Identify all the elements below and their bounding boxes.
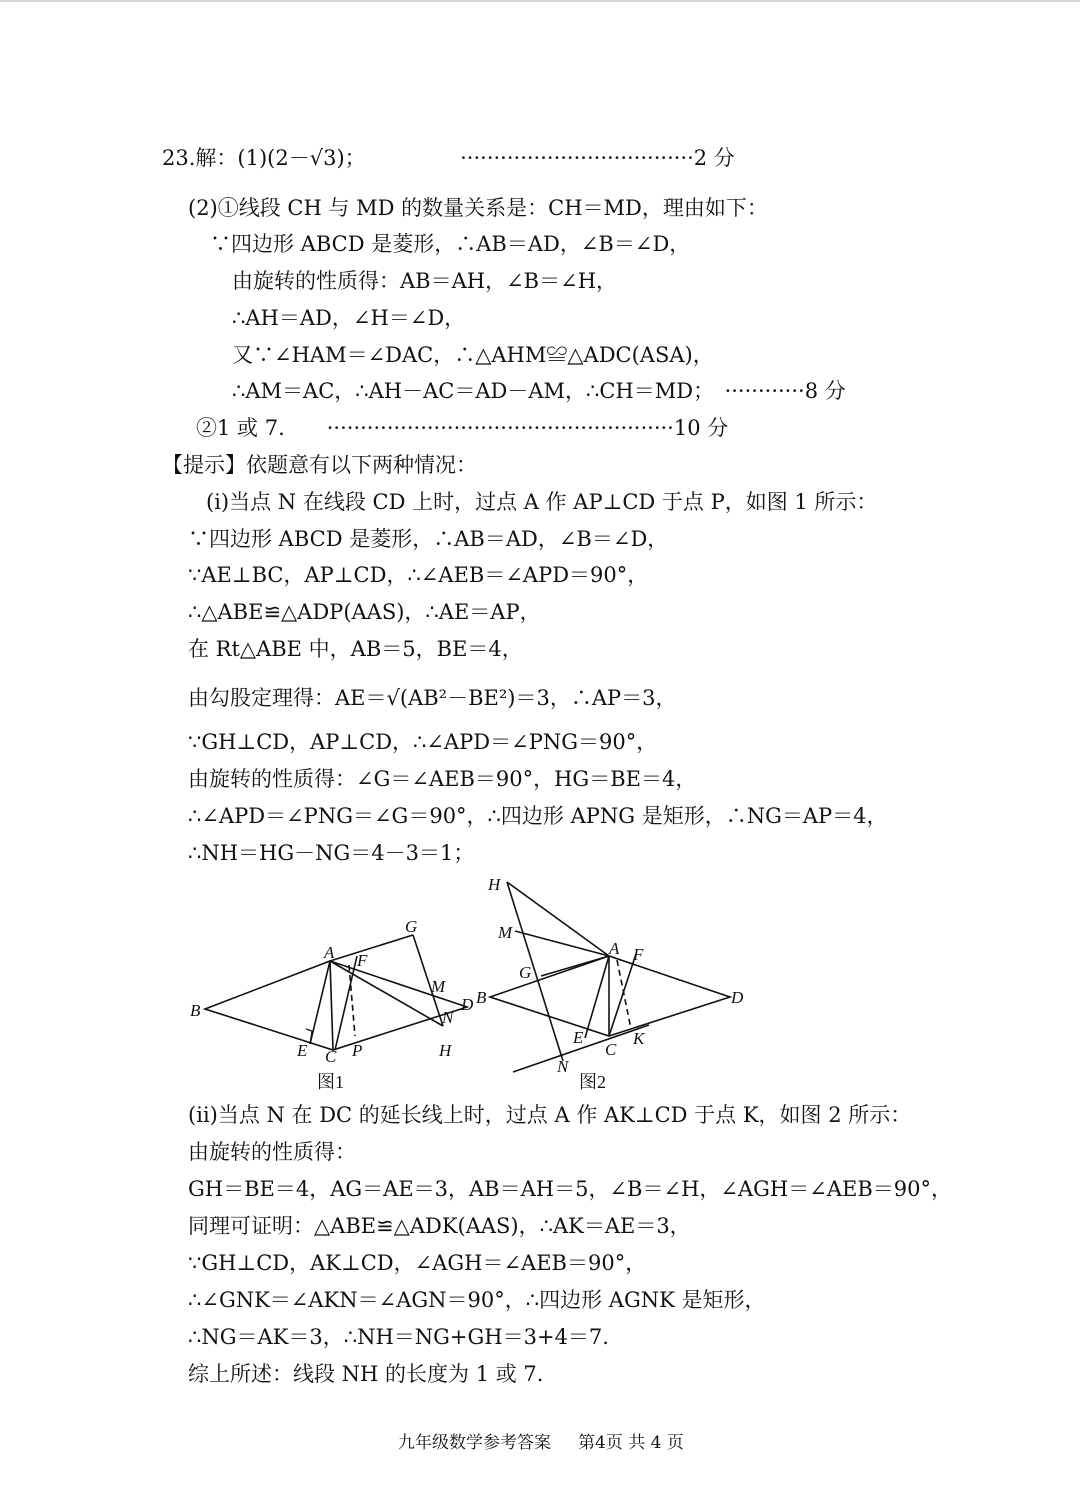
hint-line-9: ∴∠APD＝∠PNG＝∠G＝90°，∴四边形 APNG 是矩形，∴NG＝AP＝4， [188, 804, 888, 828]
hint-line-12: 由旋转的性质得： [188, 1140, 356, 1164]
fig2-label-h: H [488, 875, 501, 894]
hint-line-8: 由旋转的性质得：∠G＝∠AEB＝90°，HG＝BE＝4， [188, 767, 697, 791]
fig1-segment-ae [310, 961, 330, 1044]
hint-line-2: ∵四边形 ABCD 是菱形，∴AB＝AD，∠B＝∠D， [188, 527, 669, 551]
hint-line-4: ∴△ABE≌△ADP(AAS)，∴AE＝AP， [188, 600, 541, 624]
answer-line-4: 由旋转的性质得：AB＝AH，∠B＝∠H， [232, 269, 618, 293]
fig2-dashed-ak [617, 960, 631, 1029]
top-border [0, 0, 1080, 2]
hint-line-10: ∴NH＝HG－NG＝4－3＝1； [188, 841, 475, 865]
fig1-rhombus [205, 961, 467, 1050]
fig2-label-m: M [498, 923, 513, 942]
answer-line-5: ∴AH＝AD，∠H＝∠D， [232, 306, 466, 330]
figure-2-labels [476, 875, 744, 1092]
fig2-label-g: G [519, 963, 532, 982]
fig1-label-a: A [324, 943, 335, 962]
fig1-label-d: D [461, 995, 474, 1014]
fig2-label-f: F [633, 945, 644, 964]
hint-line-13: GH＝BE＝4，AG＝AE＝3，AB＝AH＝5，∠B＝∠H，∠AGH＝∠AEB＝90°， [188, 1177, 952, 1201]
fig1-label-b: B [190, 1001, 201, 1020]
hint-line-7: ∵GH⊥CD，AP⊥CD，∴∠APD＝∠PNG＝90°， [188, 730, 658, 754]
fig1-label-n: N [442, 1008, 454, 1027]
fig1-label-p: P [352, 1041, 363, 1060]
answer-line-1: 23.解：(1)(2－√3)； ···································2 分 [162, 146, 735, 170]
fig1-segment-ac [330, 961, 333, 1050]
fig2-label-k: K [633, 1029, 645, 1048]
fig2-label-n: N [557, 1057, 569, 1076]
hint-line-17: ∴NG＝AK＝3，∴NH＝NG+GH＝3+4＝7. [188, 1325, 609, 1349]
fig1-segment-ag [330, 935, 413, 961]
fig2-label-e: E [573, 1028, 584, 1047]
hint-line-6: 由勾股定理得：AE＝√(AB²－BE²)＝3，∴AP＝3， [188, 686, 677, 710]
answer-line-8: ②1 或 7. ····················································10 分 [196, 416, 729, 440]
hint-line-3: ∵AE⊥BC，AP⊥CD，∴∠AEB＝∠APD＝90°， [188, 563, 649, 587]
answer-line-6: 又∵∠HAM＝∠DAC，∴△AHM≌△ADC(ASA)， [232, 343, 714, 367]
footer-page-number: 第4页 共 4 页 [578, 1433, 684, 1453]
hint-line-15: ∵GH⊥CD，AK⊥CD，∠AGH＝∠AEB＝90°， [188, 1251, 647, 1275]
fig2-segment-ga [541, 956, 609, 976]
fig2-segment-fc [609, 954, 636, 1036]
fig1-label-f: F [357, 951, 368, 970]
fig1-label-h: H [439, 1041, 452, 1060]
fig2-label-c: C [605, 1040, 617, 1059]
fig2-caption: 图2 [579, 1072, 606, 1092]
geometry-figures [185, 868, 785, 1100]
answer-line-3: ∵四边形 ABCD 是菱形，∴AB＝AD，∠B＝∠D， [210, 232, 691, 256]
footer-subject: 九年级数学参考答案 [398, 1433, 551, 1453]
fig1-label-e: E [297, 1041, 308, 1060]
fig2-segment-ha [507, 882, 609, 956]
figure-1 [205, 935, 467, 1050]
fig2-label-d: D [731, 988, 744, 1007]
answer-line-7: ∴AM＝AC，∴AH－AC＝AD－AM，∴CH＝MD； ············8 分 [232, 379, 846, 403]
fig1-label-c: C [325, 1047, 337, 1066]
hint-line-11: (ⅱ)当点 N 在 DC 的延长线上时，过点 A 作 AK⊥CD 于点 K，如图 2 所示： [188, 1103, 912, 1127]
fig1-caption: 图1 [317, 1072, 344, 1092]
fig2-label-b: B [476, 988, 487, 1007]
fig1-label-g: G [405, 917, 418, 936]
fig2-label-a: A [609, 939, 620, 958]
fig2-segment-ae [585, 956, 609, 1038]
hint-line-16: ∴∠GNK＝∠AKN＝∠AGN＝90°，∴四边形 AGNK 是矩形， [188, 1288, 766, 1312]
hint-line-5: 在 Rt△ABE 中，AB＝5，BE＝4， [188, 637, 523, 661]
hint-line-14: 同理可证明：△ABE≌△ADK(AAS)，∴AK＝AE＝3， [188, 1214, 691, 1238]
hint-heading: 【提示】依题意有以下两种情况： [162, 453, 477, 477]
hint-line-1: (ⅰ)当点 N 在线段 CD 上时，过点 A 作 AP⊥CD 于点 P，如图 1 所示： [206, 490, 878, 514]
hint-line-18: 综上所述：线段 NH 的长度为 1 或 7. [188, 1362, 544, 1386]
answer-line-2: (2)①线段 CH 与 MD 的数量关系是：CH＝MD，理由如下： [188, 196, 768, 220]
fig1-label-m: M [431, 977, 446, 996]
